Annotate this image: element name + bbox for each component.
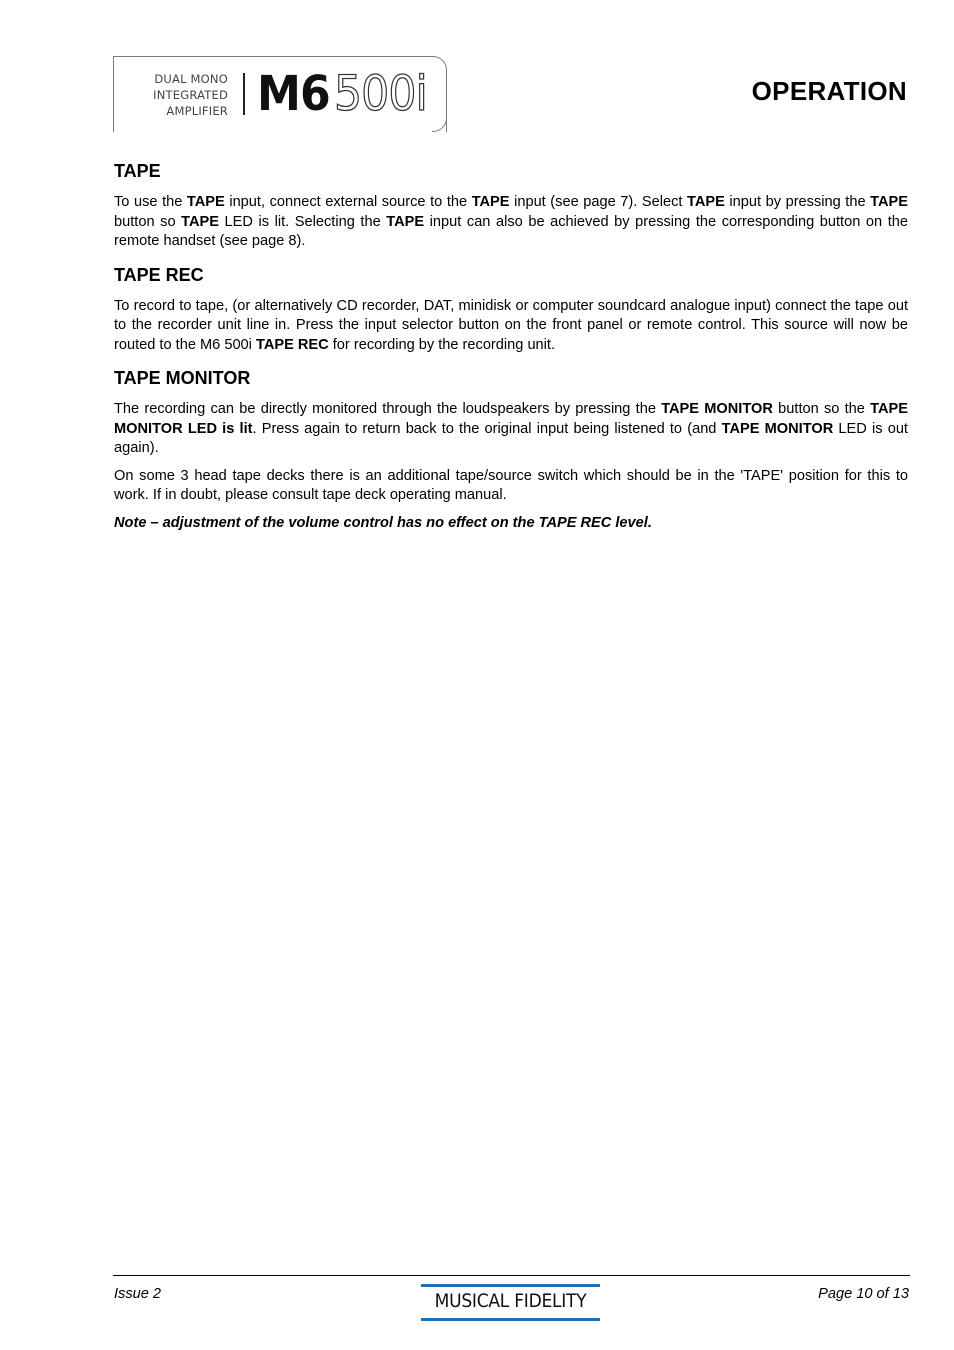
section-tape-rec bbox=[114, 264, 908, 356]
emphasis: TAPE REC bbox=[255, 336, 329, 353]
section-heading: TAPE MONITOR bbox=[114, 368, 251, 388]
product-logo bbox=[113, 56, 447, 132]
section-heading: TAPE REC bbox=[114, 264, 204, 285]
emphasis: TAPE bbox=[687, 194, 725, 210]
note: Note – adjustment of the volume control has no effect on the TAPE REC level. bbox=[114, 514, 652, 531]
logo-descriptor bbox=[152, 71, 228, 119]
footer-page-number: Page 10 of 13 bbox=[818, 1286, 909, 1302]
page-title: OPERATION bbox=[751, 76, 907, 106]
emphasis: TAPE MONITOR bbox=[661, 401, 773, 417]
emphasis: TAPE MONITOR bbox=[721, 420, 834, 437]
emphasis: TAPE bbox=[386, 213, 425, 230]
brand-logo-text: MUSICAL FIDELITY bbox=[434, 1290, 587, 1312]
emphasis: TAPE bbox=[186, 194, 225, 210]
logo-line: AMPLIFIER bbox=[166, 104, 228, 118]
section-tape bbox=[114, 160, 908, 252]
paragraph: To record to tape, (or alternatively CD recorder, DAT, minidisk or computer soundcard analogue input) connect the tape out to the recorder unit line in. Press the input selector button on the front panel or remote control. This source will now be routed to the M6 500i TAPE REC for recording by the recording unit. bbox=[114, 297, 908, 353]
brand-logo-bar bbox=[421, 1318, 600, 1321]
logo-model-outline: 500i bbox=[334, 66, 428, 122]
logo-model bbox=[257, 59, 435, 129]
section-heading: TAPE bbox=[114, 161, 161, 181]
emphasis: TAPE bbox=[870, 194, 908, 210]
footer-divider bbox=[113, 1275, 910, 1276]
paragraph: To use the TAPE input, connect external source to the TAPE input (see page 7). Select TAPE input by pressing the TAPE button so TAPE LED is lit. Selecting the TAPE input can also be achieved by pressing the corresponding button on the remote handset (see page 8). bbox=[114, 194, 908, 249]
paragraph: The recording can be directly monitored through the loudspeakers by pressing the TAPE MONITOR button so the TAPE MONITOR LED is lit. Press again to return back to the original input being listened to (and TAPE MONITOR LED is out again). bbox=[114, 401, 908, 456]
section-tape-monitor bbox=[114, 367, 908, 533]
emphasis: TAPE bbox=[181, 213, 219, 230]
logo-line: DUAL MONO bbox=[154, 72, 228, 86]
logo-line: INTEGRATED bbox=[153, 88, 228, 102]
logo-separator bbox=[243, 73, 245, 115]
emphasis: TAPE MONITOR LED is lit bbox=[114, 401, 908, 437]
brand-logo bbox=[421, 1283, 600, 1321]
paragraph: On some 3 head tape decks there is an additional tape/source switch which should be in the 'TAPE' position for this to work. If in doubt, please consult tape deck operating manual. bbox=[114, 467, 908, 503]
emphasis: TAPE bbox=[471, 194, 510, 210]
logo-model-bold: M6 bbox=[257, 66, 330, 122]
footer-issue: Issue 2 bbox=[114, 1286, 162, 1302]
document-body bbox=[114, 160, 908, 545]
brand-logo-bar bbox=[421, 1284, 600, 1287]
